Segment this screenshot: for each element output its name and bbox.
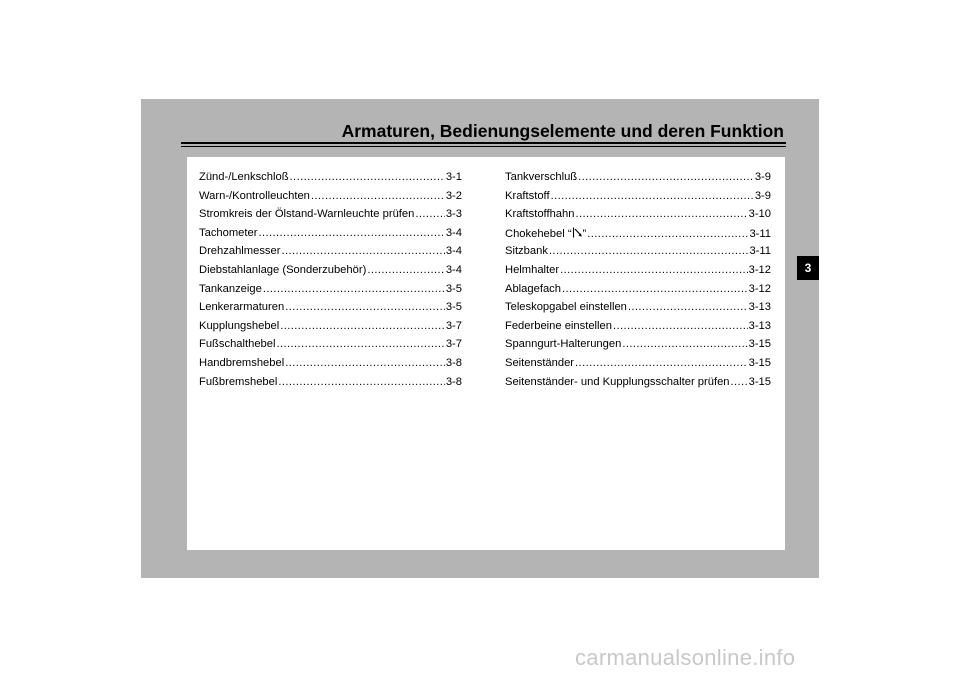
- toc-leader-dots: [562, 283, 748, 295]
- toc-leader-dots: [415, 208, 444, 220]
- toc-leader-dots: [281, 245, 444, 257]
- toc-entry[interactable]: [505, 190, 771, 209]
- toc-entry[interactable]: [199, 245, 462, 264]
- toc-entry[interactable]: [199, 338, 462, 357]
- toc-entry[interactable]: [505, 171, 771, 190]
- toc-page-number: 3-4: [445, 263, 462, 276]
- toc-page-number: 3-4: [445, 226, 462, 239]
- toc-leader-dots: [575, 357, 748, 369]
- toc-page-number: 3-10: [748, 208, 771, 221]
- toc-page-number: 3-13: [748, 301, 771, 314]
- toc-page-number: 3-9: [754, 171, 771, 183]
- toc-leader-dots: [587, 228, 748, 240]
- toc-entry[interactable]: [505, 320, 771, 339]
- toc-page-number: 3-3: [445, 208, 462, 221]
- toc-entry[interactable]: [505, 283, 771, 302]
- toc-entry[interactable]: [505, 264, 771, 283]
- toc-page-number: 3-15: [748, 356, 771, 369]
- toc-entry[interactable]: [505, 301, 771, 320]
- toc-page-number: 3-4: [445, 245, 462, 258]
- toc-leader-dots: [549, 245, 749, 257]
- toc-leader-dots: [731, 376, 748, 388]
- toc-entry-label: Drehzahlmesser: [199, 245, 281, 258]
- toc-leader-dots: [551, 190, 754, 202]
- toc-entry-label: Zünd-/Lenkschloß: [199, 171, 289, 183]
- toc-leader-dots: [628, 301, 748, 313]
- toc-entry[interactable]: [199, 227, 462, 246]
- choke-icon: [572, 227, 583, 238]
- toc-entry-label: Lenkerarmaturen: [199, 301, 285, 314]
- toc-column-right: [505, 171, 771, 394]
- toc-entry[interactable]: [505, 338, 771, 357]
- toc-page-number: 3-11: [749, 245, 771, 258]
- toc-leader-dots: [258, 227, 444, 239]
- toc-entry-label: Sitzbank: [505, 245, 548, 258]
- toc-entry-label: Handbremshebel: [199, 356, 285, 369]
- toc-entry-label: Tankverschluß: [505, 171, 578, 183]
- toc-entry-label: Diebstahlanlage (Sonderzubehör): [199, 263, 367, 276]
- toc-leader-dots: [263, 283, 445, 295]
- toc-entry-label: Helmhalter: [505, 263, 560, 276]
- toc-entry[interactable]: [199, 320, 462, 339]
- title-rule-thin: [181, 146, 786, 147]
- section-title: Armaturen, Bedienungselemente und deren Funktion: [341, 121, 784, 141]
- toc-entry-label: Kraftstoffhahn: [505, 208, 575, 221]
- toc-column-left: [199, 171, 462, 394]
- toc-entry[interactable]: [199, 208, 462, 227]
- toc-page-number: 3-7: [445, 319, 462, 332]
- toc-content: [187, 157, 785, 550]
- toc-entry[interactable]: [505, 357, 771, 376]
- toc-entry-label: Fußbremshebel: [199, 375, 278, 388]
- title-rule: [181, 142, 786, 144]
- toc-entry-label: Tachometer: [199, 226, 258, 239]
- toc-entry[interactable]: [199, 283, 462, 302]
- toc-entry[interactable]: [505, 376, 771, 395]
- toc-entry[interactable]: [199, 376, 462, 395]
- toc-page-number: 3-15: [748, 375, 771, 388]
- toc-entry-label: Seitenständer- und Kupplungsschalter prüfen: [505, 375, 730, 388]
- toc-page-number: 3-15: [748, 338, 771, 351]
- toc-leader-dots: [280, 320, 445, 332]
- toc-entry[interactable]: [199, 171, 462, 190]
- toc-entry[interactable]: [505, 208, 771, 227]
- toc-leader-dots: [575, 208, 747, 220]
- toc-leader-dots: [285, 301, 445, 313]
- toc-page-number: 3-1: [445, 171, 462, 183]
- watermark: carmanualsonline.info: [575, 645, 796, 670]
- toc-entry-label: Federbeine einstellen: [505, 319, 612, 332]
- toc-page-number: 3-5: [445, 282, 462, 295]
- toc-page-number: 3-11: [749, 227, 771, 240]
- toc-entry[interactable]: [199, 357, 462, 376]
- toc-entry[interactable]: [199, 264, 462, 283]
- toc-leader-dots: [578, 171, 754, 183]
- toc-entry-label: Chokehebel “ ”: [505, 227, 587, 240]
- toc-entry-label: Fußschalthebel: [199, 338, 276, 351]
- toc-page-number: 3-8: [445, 356, 462, 369]
- toc-entry-label: Kupplungshebel: [199, 319, 280, 332]
- toc-page-number: 3-8: [445, 375, 462, 388]
- toc-entry-label: Stromkreis der Ölstand-Warnleuchte prüfen: [199, 208, 415, 221]
- toc-page-number: 3-9: [754, 189, 771, 202]
- page-panel: [141, 99, 819, 578]
- toc-leader-dots: [285, 357, 445, 369]
- toc-entry[interactable]: [199, 301, 462, 320]
- toc-page-number: 3-7: [445, 338, 462, 351]
- toc-entry[interactable]: [505, 245, 771, 264]
- toc-entry-label: Teleskopgabel einstellen: [505, 301, 627, 314]
- toc-leader-dots: [277, 338, 445, 350]
- toc-leader-dots: [278, 376, 444, 388]
- toc-entry-label: Warn-/Kontrolleuchten: [199, 189, 310, 202]
- toc-page-number: 3-12: [748, 263, 771, 276]
- toc-entry-label: Ablagefach: [505, 282, 561, 295]
- toc-leader-dots: [311, 190, 445, 202]
- toc-page-number: 3-5: [445, 301, 462, 314]
- toc-entry[interactable]: [199, 190, 462, 209]
- toc-leader-dots: [613, 320, 748, 332]
- toc-page-number: 3-2: [445, 189, 462, 202]
- toc-leader-dots: [560, 264, 748, 276]
- toc-leader-dots: [290, 171, 445, 183]
- toc-entry-label: Spanngurt-Halterungen: [505, 338, 622, 351]
- toc-page-number: 3-13: [748, 319, 771, 332]
- toc-entry-label: Kraftstoff: [505, 189, 550, 202]
- toc-leader-dots: [367, 264, 445, 276]
- toc-entry-label: Seitenständer: [505, 356, 575, 369]
- toc-page-number: 3-12: [748, 282, 771, 295]
- chapter-tab[interactable]: 3: [797, 256, 819, 280]
- toc-entry-label: Tankanzeige: [199, 282, 262, 295]
- toc-leader-dots: [622, 338, 747, 350]
- toc-entry[interactable]: [505, 227, 771, 246]
